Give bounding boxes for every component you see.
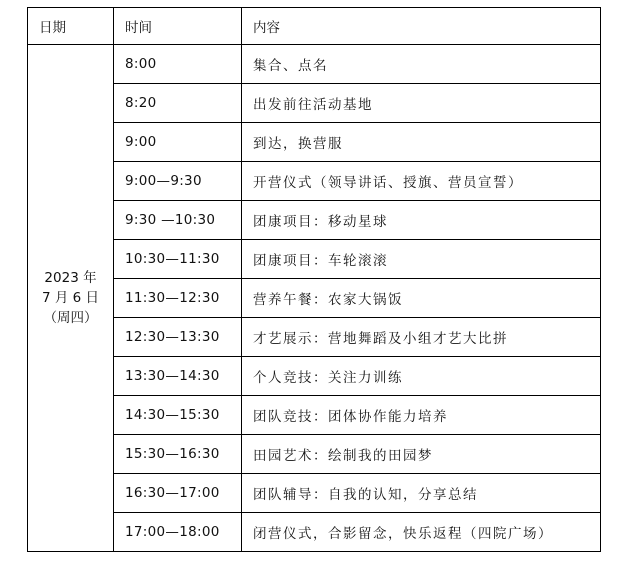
time-cell: 9:30 —10:30 (114, 201, 242, 240)
schedule-row (28, 396, 601, 435)
content-cell: 开营仪式（领导讲话、授旗、营员宣誓） (242, 162, 601, 201)
content-cell: 才艺展示：营地舞蹈及小组才艺大比拼 (242, 318, 601, 357)
time-cell: 14:30—15:30 (114, 396, 242, 435)
content-cell: 集合、点名 (242, 45, 601, 84)
date-year: 2023 年 (44, 270, 97, 286)
content-cell: 闭营仪式，合影留念，快乐返程（四院广场） (242, 513, 601, 552)
header-content: 内容 (242, 8, 601, 45)
time-cell: 8:00 (114, 45, 242, 84)
time-cell: 13:30—14:30 (114, 357, 242, 396)
content-cell: 团康项目：移动星球 (242, 201, 601, 240)
time-cell: 15:30—16:30 (114, 435, 242, 474)
content-cell: 营养午餐：农家大锅饭 (242, 279, 601, 318)
schedule-row (28, 240, 601, 279)
content-cell: 团康项目：车轮滚滚 (242, 240, 601, 279)
schedule-row (28, 123, 601, 162)
header-row (28, 8, 601, 45)
time-cell: 12:30—13:30 (114, 318, 242, 357)
schedule-row (28, 435, 601, 474)
time-cell: 8:20 (114, 84, 242, 123)
content-cell: 出发前往活动基地 (242, 84, 601, 123)
time-cell: 9:00—9:30 (114, 162, 242, 201)
time-cell: 16:30—17:00 (114, 474, 242, 513)
time-cell: 9:00 (114, 123, 242, 162)
header-time: 时间 (114, 8, 242, 45)
schedule-row (28, 279, 601, 318)
schedule-table (27, 7, 601, 552)
content-cell: 到达，换营服 (242, 123, 601, 162)
schedule-row (28, 162, 601, 201)
schedule-row (28, 357, 601, 396)
time-cell: 17:00—18:00 (114, 513, 242, 552)
content-cell: 田园艺术：绘制我的田园梦 (242, 435, 601, 474)
schedule-row (28, 84, 601, 123)
schedule-row (28, 474, 601, 513)
content-cell: 个人竞技：关注力训练 (242, 357, 601, 396)
header-date: 日期 (28, 8, 114, 45)
time-cell: 11:30—12:30 (114, 279, 242, 318)
date-month-day: 7 月 6 日 (41, 290, 100, 306)
content-cell: 团队竞技：团体协作能力培养 (242, 396, 601, 435)
content-cell: 团队辅导：自我的认知，分享总结 (242, 474, 601, 513)
schedule-row (28, 45, 601, 84)
schedule-row (28, 201, 601, 240)
schedule-row (28, 318, 601, 357)
schedule-row (28, 513, 601, 552)
date-weekday: （周四） (43, 310, 98, 326)
date-cell (28, 45, 114, 552)
time-cell: 10:30—11:30 (114, 240, 242, 279)
